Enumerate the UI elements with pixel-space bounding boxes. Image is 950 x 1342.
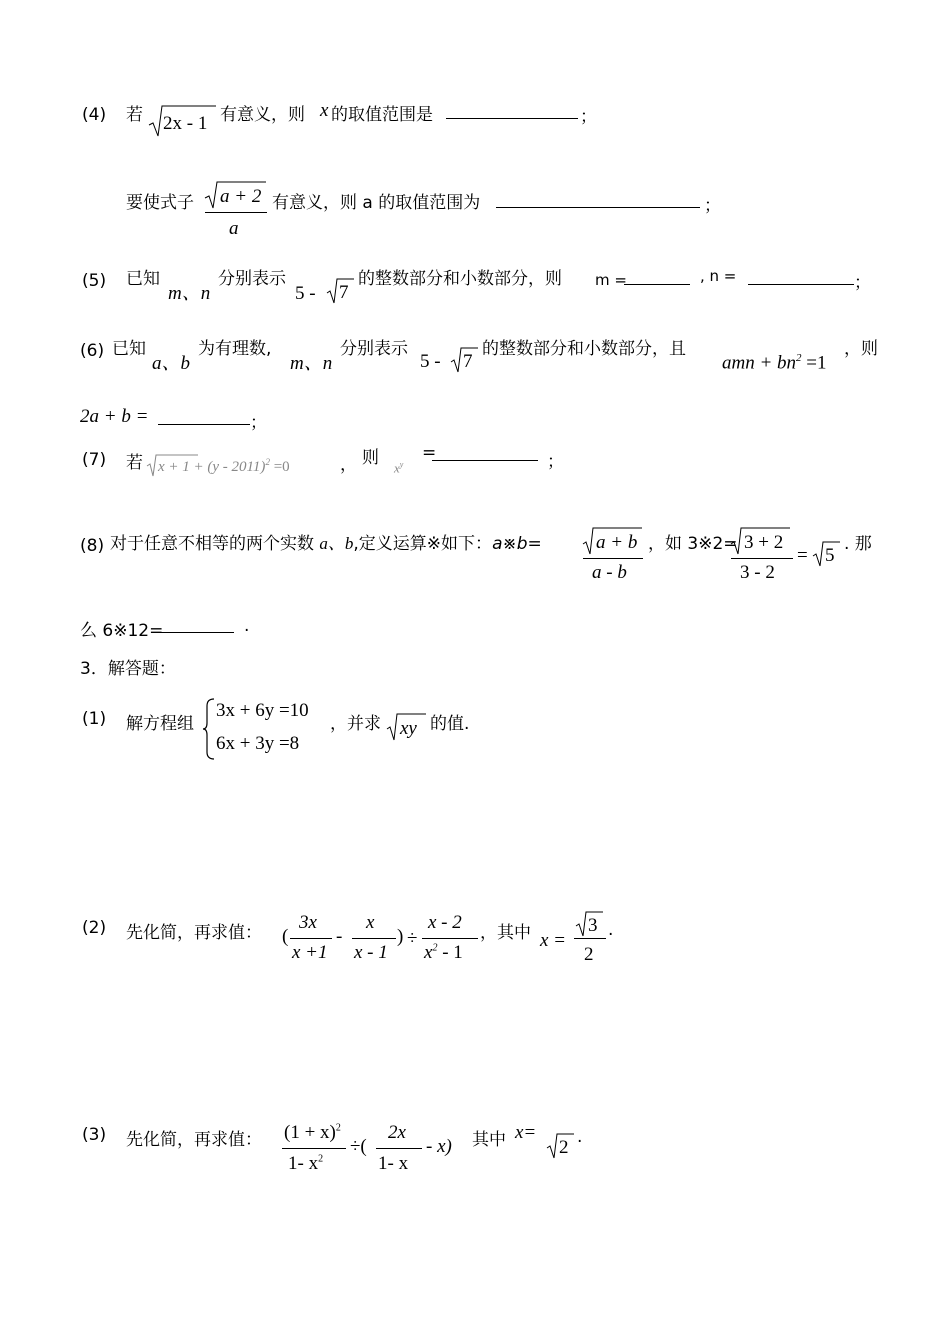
q8-text-a: 对于任意不相等的两个实数 — [110, 534, 320, 554]
q7-eqsign: = — [422, 443, 437, 463]
q7-eq-text — [158, 457, 290, 476]
p1-mid: ，并求 — [330, 714, 381, 734]
q8-ex-result: 5 — [825, 545, 835, 566]
p3-f1-den — [288, 1153, 323, 1175]
q4b-range-text: 有意义，则 a 的取值范围为 — [272, 193, 481, 213]
p3-f1-num-base: (1 + x) — [284, 1122, 336, 1143]
q5-number: (5) — [82, 271, 107, 291]
q6-answer-blank[interactable] — [158, 424, 250, 425]
q8-def-fraction-bar — [583, 558, 643, 559]
q8-line2: 么 6※12= — [80, 621, 164, 641]
q7-eq-exponent: 2 — [265, 457, 270, 467]
p3-sqrt2-radicand: 2 — [559, 1137, 569, 1158]
q6-equation — [722, 352, 827, 374]
q6-line2: 2a + b = — [80, 406, 149, 427]
q5-radicand: 7 — [339, 282, 349, 303]
p2-f3-num: x - 2 — [428, 912, 462, 933]
p3-f2-den: 1- x — [378, 1153, 409, 1174]
q6-expr: 5 - — [420, 351, 441, 372]
q6-text3: 的整数部分和小数部分，且 — [482, 339, 686, 359]
q5-mn: m、n — [168, 283, 211, 304]
q4-answer-blank[interactable] — [446, 118, 578, 119]
p1-radicand: xy — [400, 718, 417, 739]
q8-ex-denominator: 3 - 2 — [740, 562, 775, 583]
q7-comma: ， — [340, 455, 357, 475]
q6-number: (6) — [80, 341, 105, 361]
p2-f3-bar — [422, 938, 478, 939]
p3-number: (3) — [82, 1125, 107, 1145]
q8-dot: . — [244, 616, 250, 636]
q4-if: 若 — [126, 105, 143, 125]
p2-number: (2) — [82, 918, 107, 938]
p3-f2-num: 2x — [388, 1122, 406, 1143]
p2-left-paren: ( — [282, 926, 289, 947]
q4b-answer-blank[interactable] — [496, 207, 700, 208]
p2-f1-den: x +1 — [292, 942, 328, 963]
q7-then: 则 — [362, 448, 379, 468]
q8-na: . 那 — [844, 534, 872, 554]
q5-text2: 的整数部分和小数部分，则 — [358, 269, 562, 289]
q5-n-blank[interactable] — [748, 284, 854, 285]
p2-value-bar — [574, 938, 606, 939]
p1-eq1: 3x + 6y =10 — [216, 700, 309, 721]
p2-f3-den-tail: - 1 — [437, 942, 463, 963]
p2-right-paren: ) — [397, 926, 404, 947]
q7-eq-body: x + 1 + (y - 2011) — [158, 459, 266, 475]
p2-f2-bar — [352, 938, 396, 939]
q6-then: ，则 — [844, 339, 878, 359]
q6-radicand: 7 — [463, 351, 473, 372]
p2-value-den: 2 — [584, 944, 594, 965]
p2-lead: 先化简，再求值： — [126, 923, 262, 943]
p2-f3-den-base: x — [424, 942, 433, 963]
q6-text2: 分别表示 — [340, 339, 408, 359]
q8-number: (8) — [80, 536, 105, 556]
q4-range-text: 的取值范围是 — [331, 105, 433, 125]
q4-var-x: x — [320, 100, 329, 121]
p2-sqrt3-radicand: 3 — [588, 915, 598, 936]
p3-f2-bar — [376, 1148, 422, 1149]
q6-semicolon: ； — [250, 413, 267, 433]
q8-ex-fraction-bar — [731, 558, 793, 559]
q6-lead: 已知 — [112, 339, 146, 359]
q4b-denominator: a — [229, 218, 239, 239]
p2-where: ，其中 — [480, 923, 531, 943]
q7-exp-y: y — [399, 460, 404, 469]
q5-m-blank[interactable] — [624, 284, 690, 285]
p3-f1-den-base: 1- x — [288, 1153, 319, 1174]
q5-lead: 已知 — [126, 269, 160, 289]
p2-f3-den-exp: 2 — [432, 942, 438, 954]
p1-tail: 的值. — [430, 714, 470, 734]
q7-power — [394, 460, 403, 476]
q8-example: ，如 3※2= — [648, 534, 738, 554]
p3-f1-num — [284, 1122, 341, 1144]
p2-dot: . — [608, 920, 614, 940]
q4b-lead: 要使式子 — [126, 193, 194, 213]
q5-expr: 5 - — [295, 283, 316, 304]
p3-f1-num-exp: 2 — [335, 1122, 341, 1134]
p3-divide: ÷( — [350, 1136, 367, 1157]
p1-number: (1) — [82, 709, 107, 729]
q7-number: (7) — [82, 450, 107, 470]
p2-divide: ÷ — [407, 928, 418, 949]
q6-eq-rhs: =1 — [801, 352, 827, 374]
p2-minus: - — [336, 926, 343, 947]
q4-number: (4) — [82, 105, 107, 125]
p2-f1-num: 3x — [299, 912, 317, 933]
left-brace-icon — [202, 698, 216, 760]
q8-def-radicand: a + b — [596, 532, 638, 553]
q6-eq-part: amn + bn — [722, 352, 797, 374]
q4b-semicolon: ； — [704, 196, 721, 216]
q8-ab: a、b — [319, 534, 354, 553]
p3-x-eq: x= — [515, 1122, 537, 1143]
q6-text1: 为有理数, — [198, 339, 272, 359]
q8-def-denominator: a - b — [592, 562, 627, 583]
q7-answer-blank[interactable] — [432, 460, 538, 461]
p3-where: 其中 — [472, 1130, 506, 1150]
p3-minus-x: - x) — [426, 1136, 452, 1157]
q8-text — [110, 529, 542, 554]
p2-f2-num: x — [366, 912, 375, 933]
p2-f2-den: x - 1 — [354, 942, 388, 963]
q5-text1: 分别表示 — [218, 269, 286, 289]
p3-f1-den-exp: 2 — [318, 1153, 324, 1165]
q4-radicand: 2x - 1 — [163, 113, 208, 134]
p3-f1-bar — [282, 1148, 346, 1149]
p3-dot: . — [577, 1127, 583, 1147]
q8-text-b: ,定义运算※如下： — [353, 534, 493, 554]
q8-ex-radicand: 3 + 2 — [744, 532, 784, 553]
p2-x-eq: x = — [540, 930, 567, 951]
q6-mn: m、n — [290, 353, 333, 374]
q7-if: 若 — [126, 453, 143, 473]
q4b-radicand: a + 2 — [220, 186, 262, 207]
q5-m-eq: m = — [595, 271, 627, 289]
p3-lead: 先化简，再求值： — [126, 1130, 262, 1150]
q8-ex-eq: = — [797, 545, 808, 566]
q7-base-x: x — [394, 460, 400, 476]
q4b-fraction-bar — [205, 212, 267, 213]
q6-eq-exponent: 2 — [796, 352, 802, 364]
q6-ab: a、b — [152, 353, 191, 374]
q4-meaningful-text: 有意义，则 — [220, 105, 305, 125]
section-title: 3．解答题： — [80, 659, 176, 679]
p2-f3-den — [424, 942, 463, 964]
q7-eq-rhs: =0 — [269, 459, 290, 475]
p2-f1-bar — [290, 938, 332, 939]
q4-semicolon: ； — [580, 107, 597, 127]
q8-def: a※b= — [492, 534, 542, 554]
q5-n-eq: , n = — [700, 267, 737, 285]
q7-semicolon: ； — [547, 452, 564, 472]
p1-lead: 解方程组 — [126, 714, 194, 734]
q5-semicolon: ； — [854, 273, 871, 293]
q8-answer-blank[interactable] — [158, 632, 234, 633]
p1-eq2: 6x + 3y =8 — [216, 733, 300, 754]
